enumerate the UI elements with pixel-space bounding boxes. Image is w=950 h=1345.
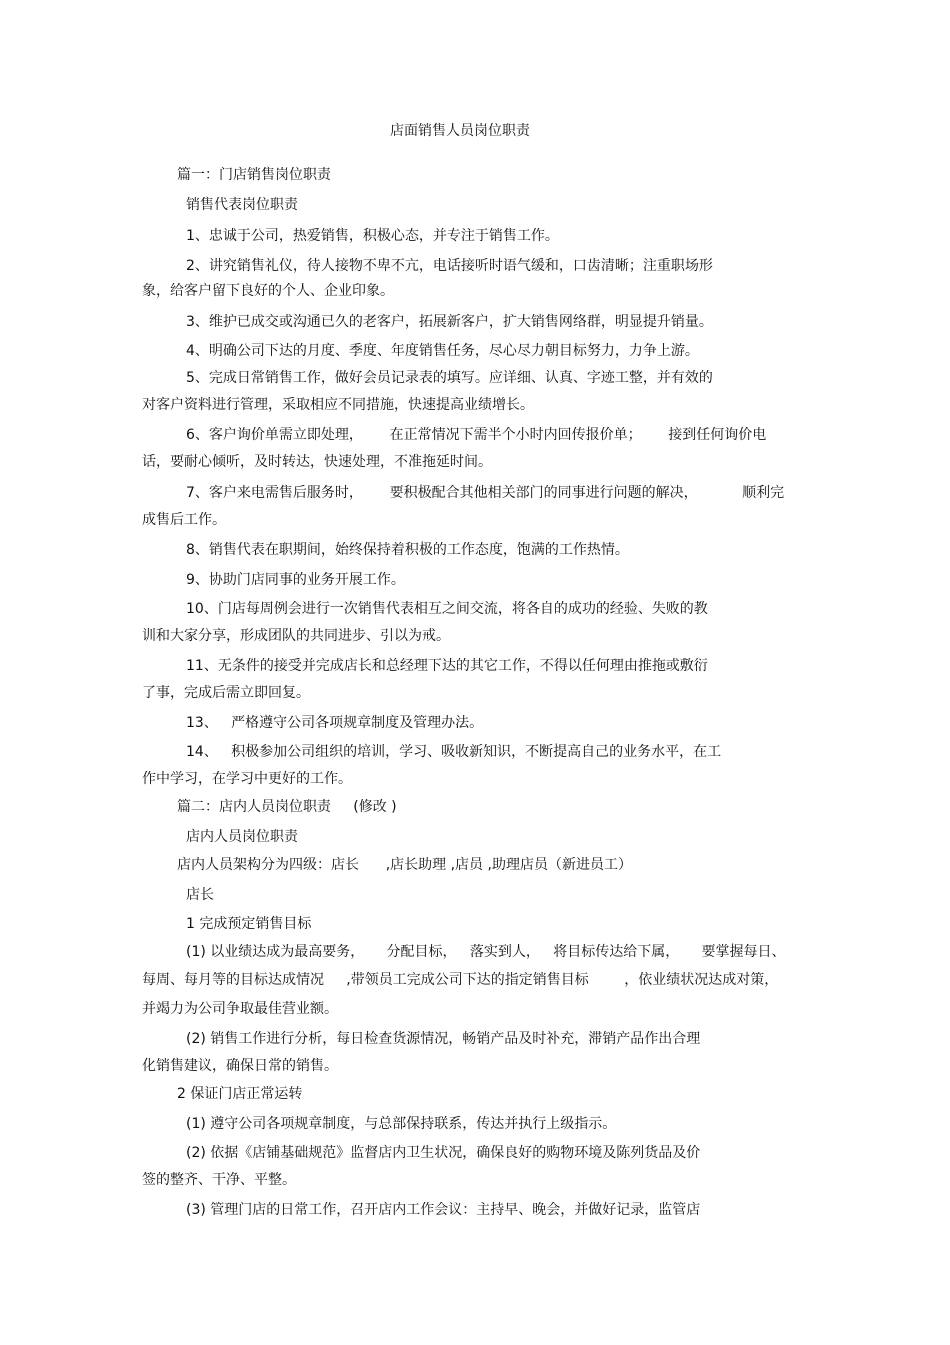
paragraph-line: 了事，完成后需立即回复。 (142, 685, 310, 701)
paragraph-line: 3、维护已成交或沟通已久的老客户，拓展新客户，扩大销售网络群，明显提升销量。 (186, 314, 713, 330)
paragraph-line: 13、 严格遵守公司各项规章制度及管理办法。 (186, 715, 484, 731)
paragraph-line: 话，要耐心倾听，及时转达，快速处理，不准拖延时间。 (142, 454, 492, 470)
paragraph-line: (2) 依据《店铺基础规范》监督店内卫生状况，确保良好的购物环境及陈列货品及价 (186, 1145, 701, 1161)
paragraph-line: (1) 遵守公司各项规章制度，与总部保持联系，传达并执行上级指示。 (186, 1116, 617, 1132)
paragraph-line: 14、 积极参加公司组织的培训，学习、吸收新知识，不断提高自己的业务水平，在工 (186, 744, 722, 760)
paragraph-line: 8、销售代表在职期间，始终保持着积极的工作态度，饱满的工作热情。 (186, 542, 629, 558)
subsection-heading: 店内人员岗位职责 (186, 829, 298, 845)
paragraph-line: 对客户资料进行管理，采取相应不同措施，快速提高业绩增长。 (142, 397, 534, 413)
section-heading-1: 篇一：门店销售岗位职责 (177, 167, 331, 183)
paragraph-line: 7、客户来电需售后服务时， 要积极配合其他相关部门的同事进行问题的解决， 顺利完 (186, 485, 785, 501)
paragraph-line: 作中学习，在学习中更好的工作。 (142, 771, 352, 787)
item-heading: 1 完成预定销售目标 (186, 916, 312, 932)
paragraph-line: 11、无条件的接受并完成店长和总经理下达的其它工作，不得以任何理由推拖或敷衍 (186, 658, 708, 674)
section-heading-2: 篇二：店内人员岗位职责 (修改 ) (177, 799, 397, 815)
paragraph-line: 化销售建议，确保日常的销售。 (142, 1058, 338, 1074)
subsection-heading: 销售代表岗位职责 (186, 197, 298, 213)
paragraph-line: (2) 销售工作进行分析，每日检查货源情况，畅销产品及时补充，滞销产品作出合理 (186, 1031, 701, 1047)
role-heading: 店长 (186, 887, 214, 903)
paragraph-line: 店内人员架构分为四级：店长 ,店长助理 ,店员 ,助理店员（新进员工） (177, 857, 632, 873)
paragraph-line: 象，给客户留下良好的个人、企业印象。 (142, 283, 394, 299)
paragraph-line: 9、协助门店同事的业务开展工作。 (186, 572, 405, 588)
item-heading: 2 保证门店正常运转 (177, 1086, 303, 1102)
paragraph-line: (3) 管理门店的日常工作，召开店内工作会议：主持早、晚会，并做好记录，监管店 (186, 1202, 701, 1218)
paragraph-line: 4、明确公司下达的月度、季度、年度销售任务，尽心尽力朝目标努力，力争上游。 (186, 343, 699, 359)
paragraph-line: 2、讲究销售礼仪，待人接物不卑不亢，电话接听时语气缓和，口齿清晰；注重职场形 (186, 258, 713, 274)
paragraph-line: 6、客户询价单需立即处理， 在正常情况下需半个小时内回传报价单； 接到任何询价电 (186, 427, 767, 443)
paragraph-line: 10、门店每周例会进行一次销售代表相互之间交流，将各自的成功的经验、失败的教 (186, 601, 708, 617)
paragraph-line: 签的整齐、干净、平整。 (142, 1172, 296, 1188)
paragraph-line: 5、完成日常销售工作，做好会员记录表的填写。应详细、认真、字迹工整，并有效的 (186, 370, 713, 386)
paragraph-line: 并竭力为公司争取最佳营业额。 (142, 1001, 338, 1017)
document-title: 店面销售人员岗位职责 (390, 123, 530, 139)
paragraph-line: 训和大家分享，形成团队的共同进步、引以为戒。 (142, 628, 450, 644)
paragraph-line: (1) 以业绩达成为最高要务， 分配目标， 落实到人， 将目标传达给下属， 要掌握每日、 (186, 944, 786, 960)
paragraph-line: 每周、每月等的目标达成情况 ,带领员工完成公司下达的指定销售目标 ，依业绩状况达成对策， (142, 972, 779, 988)
paragraph-line: 成售后工作。 (142, 512, 226, 528)
paragraph-line: 1、忠诚于公司，热爱销售，积极心态，并专注于销售工作。 (186, 228, 559, 244)
